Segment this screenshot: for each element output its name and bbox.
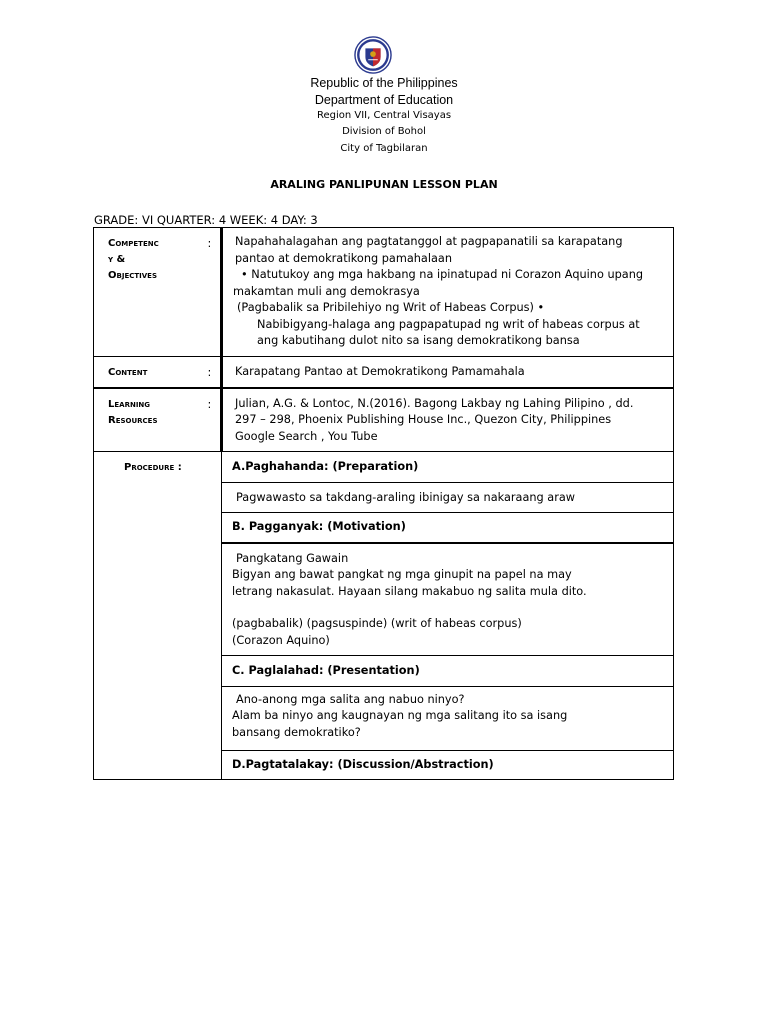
competency-colon: :	[198, 228, 222, 357]
resources-colon: :	[198, 388, 222, 452]
content-text: Karapatang Pantao at Demokratikong Pamamahala	[222, 357, 674, 388]
lesson-plan-table	[93, 227, 674, 780]
row-resources	[94, 388, 674, 452]
header-department: Department of Education	[314, 93, 454, 107]
step-a-heading: A.Paghahanda: (Preparation)	[222, 452, 674, 483]
competency-content: Napahahalagahan ang pagtatanggol at pagpapanatili sa karapatang pantao at demokratikong pamahalaan • Natutukoy ang mga hakbang na ipinatupad ni Corazon Aquino upang makamtan muli ang demokrasya (Pagbabalik sa Pribilehiyo ng Writ of Habeas Corpus) • Nabibigyang-halaga ang pagpapatupad ng writ of habeas corpus at ang kabutihang dulot nito sa isang demokratikong bansa	[222, 228, 674, 357]
step-a-body: Pagwawasto sa takdang-araling ibinigay sa nakaraang araw	[222, 482, 674, 513]
lesson-plan-title: ARALING PANLIPUNAN LESSON PLAN	[270, 178, 498, 191]
competency-label: Competenc y & Objectives	[94, 228, 198, 357]
deped-seal-icon	[354, 36, 392, 74]
step-b-body: Pangkatang Gawain Bigyan ang bawat pangkat ng mga ginupit na papel na may letrang nakasulat. Hayaan silang makabuo ng salita mula dito. (pagbabalik) (pagsuspinde) (writ of habeas corpus) (Corazon Aquino)	[222, 543, 674, 656]
step-c-body: Ano-anong mga salita ang nabuo ninyo? Alam ba ninyo ang kaugnayan ng mga salitang ito sa isang bansang demokratiko?	[222, 686, 674, 750]
resources-content: Julian, A.G. & Lontoc, N.(2016). Bagong Lakbay ng Lahing Pilipino , dd. 297 – 298, Phoenix Publishing House Inc., Quezon City, Philippines Google Search , You Tube	[222, 388, 674, 452]
grade-line: GRADE: VI QUARTER: 4 WEEK: 4 DAY: 3	[94, 213, 318, 227]
step-d-heading: D.Pagtatalakay: (Discussion/Abstraction)	[222, 750, 674, 780]
header-city: City of Tagbilaran	[340, 143, 428, 154]
header-division: Division of Bohol	[342, 126, 426, 137]
row-procedure-a-head	[94, 452, 674, 483]
header-republic: Republic of the Philippines	[310, 76, 458, 90]
procedure-label: Procedure :	[94, 452, 222, 780]
row-content	[94, 357, 674, 388]
row-competency	[94, 228, 674, 357]
resources-label: Learning Resources	[94, 388, 198, 452]
step-b-heading: B. Pagganyak: (Motivation)	[222, 513, 674, 543]
step-c-heading: C. Paglalahad: (Presentation)	[222, 656, 674, 687]
header-region: Region VII, Central Visayas	[316, 110, 452, 121]
content-label: Content	[94, 357, 198, 388]
content-colon: :	[198, 357, 222, 388]
